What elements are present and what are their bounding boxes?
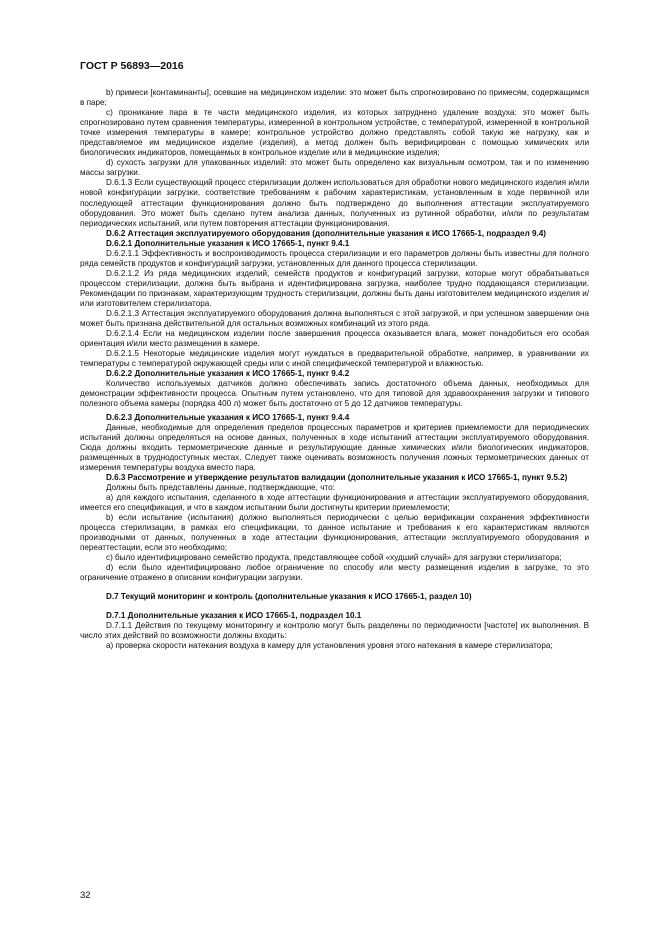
subsection-heading: D.6.2.2 Дополнительные указания к ИСО 17665-1, пункт 9.4.2	[106, 369, 350, 379]
section-heading: D.7 Текущий мониторинг и контроль (дополнительные указания к ИСО 17665-1, раздел 10)	[106, 592, 472, 602]
paragraph: D.6.1.3 Если существующий процесс стерилизации должен использоваться для обработки нового медицинского изделия и/или новой конфигурации загрузки, соответствие требованиям к рабочим характеристикам, установленным в ходе первичной или последующей аттестации функционирования должно быть подтверждено до выполнения аттестации эксплуатируемого оборудования. Это может быть сделано путем анализа данных, полученных из рутинной обработки, и/или по результатам периодических испытаний, или путем повторения аттестации функционирования.	[80, 178, 589, 228]
list-item: b) если испытание (испытания) должно выполняться периодически с целью верификации сохранения эффективности процесса стерилизации, в рамках его спецификации, то данное испытание и требования к его характеристикам являются производными от данных, полученных в ходе аттестации функционирования, аттестации эксплуатируемого оборудования и переаттестации, если это необходимо;	[80, 512, 589, 553]
paragraph: D.6.2.1.2 Из ряда медицинских изделий, семейств продуктов и конфигураций загрузки, которые могут обрабатываться процессом стерилизации, должна быть выбрана и идентифицирована загрузка, наиболее трудно поддающаяся стерилизации. Рекомендации по признакам, характеризующим трудность стерилизации, должны быть даны изготовителем медицинского изделия и/или изготовителем стерилизатора.	[80, 268, 589, 308]
page-number: 32	[80, 890, 91, 901]
paragraph: D.6.2.1.3 Аттестация эксплуатируемого оборудования должна выполняться с этой загрузкой, и при успешном завершении она может быть признана действительной для остальных возможных комбинаций из этого ряда.	[80, 309, 589, 329]
subsection-heading: D.7.1 Дополнительные указания к ИСО 17665-1, подраздел 10.1	[106, 611, 362, 621]
paragraph: b) примеси [контаминанты], осевшие на медицинском изделии: это может быть спрогнозировано по примесям, содержащимся в паре;	[80, 88, 589, 108]
subsection-heading: D.6.2.3 Дополнительные указания к ИСО 17665-1, пункт 9.4.4	[106, 412, 350, 422]
list-item: a) для каждого испытания, сделанного в ходе аттестации функционирования и аттестации эксплуатируемого оборудования, имеется его спецификация, и что в каждом испытании были достигнуты критерии приемлемости;	[80, 492, 589, 512]
section-heading: D.6.2 Аттестация эксплуатируемого оборудования (дополнительные указания к ИСО 17665-1, подраздел 9.4)	[106, 228, 546, 238]
list-item: d) если было идентифицировано любое ограничение по способу или месту размещения изделия в загрузке, то это ограничение отражено в описании конфигурации загрузки.	[80, 563, 589, 583]
paragraph: D.6.2.1.4 Если на медицинском изделии после завершения процесса оказывается влага, может понадобиться его особая ориентация и/или место размещения в камере.	[80, 329, 589, 349]
paragraph: Данные, необходимые для определения пределов процессных параметров и критериев приемлемости для периодических испытаний должны определяться на основе данных, полученных в ходе испытаний аттестации эксплуатируемого оборудования. Сюда должны входить термометрические данные и результирующие данные химических и/или биологических индикаторов, размещенных в труднодоступных местах. Следует также оценивать возможность получения ложных термометрических данных от измерения температуры воздуха вместо пара.	[80, 422, 589, 472]
paragraph: Количество используемых датчиков должно обеспечивать запись достаточного объема данных, необходимых для демонстрации эффективности процесса. Опытным путем установлено, что для типовой для здравоохранения загрузки и типового полезного объема камеры (порядка 400 л) может быть достаточно от 5 до 12 датчиков температуры.	[80, 379, 589, 409]
paragraph: D.6.2.1.5 Некоторые медицинские изделия могут нуждаться в предварительной обработке, например, в уравнивании их температуры с температурой окружающей среды или с иной специфической температурой и влажностью.	[80, 349, 589, 369]
section-heading: D.6.3 Рассмотрение и утверждение результатов валидации (дополнительные указания к ИСО 17665-1, пункт 9.5.2)	[106, 472, 568, 482]
paragraph: Должны быть представлены данные, подтверждающие, что:	[106, 482, 335, 492]
document-body	[80, 88, 589, 652]
list-item: a) проверка скорости натекания воздуха в камеру для установления уровня этого натекания в камере стерилизатора;	[106, 641, 553, 651]
paragraph: d) сухость загрузки для упакованных изделий: это может быть определено как визуальным осмотром, так и по изменению массы загрузки.	[80, 158, 589, 178]
list-item: c) было идентифицировано семейство продукта, представляющее собой «худший случай» для загрузки стерилизатора;	[106, 553, 562, 563]
document-header: ГОСТ Р 56893—2016	[80, 60, 184, 72]
subsection-heading: D.6.2.1 Дополнительные указания к ИСО 17665-1, пункт 9.4.1	[106, 238, 350, 248]
paragraph: D.6.2.1.1 Эффективность и воспроизводимость процесса стерилизации и его параметров должны быть известны для полного ряда семейств продуктов и конфигураций загрузки, установленных для данного процесса стерилизации.	[80, 248, 589, 268]
paragraph: D.7.1.1 Действия по текущему мониторингу и контролю могут быть разделены по периодичности [частоте] их выполнения. В число этих действий по возможности должны входить:	[80, 621, 589, 641]
paragraph: c) проникание пара в те части медицинского изделия, из которых затруднено удаление воздуха: это может быть спрогнозировано путем сравнения температуры, измеренной в контрольном устройстве, с температурой, измеренной в контрольной точке измерения температуры в камере; контрольное устройство должно представлять собой такую же нагрузку, как и представляемое им медицинское изделие (изделия), а метод должен быть верифицирован с помощью химических или биологических индикаторов, помещаемых в контрольное изделие или в медицинские изделия;	[80, 108, 589, 158]
